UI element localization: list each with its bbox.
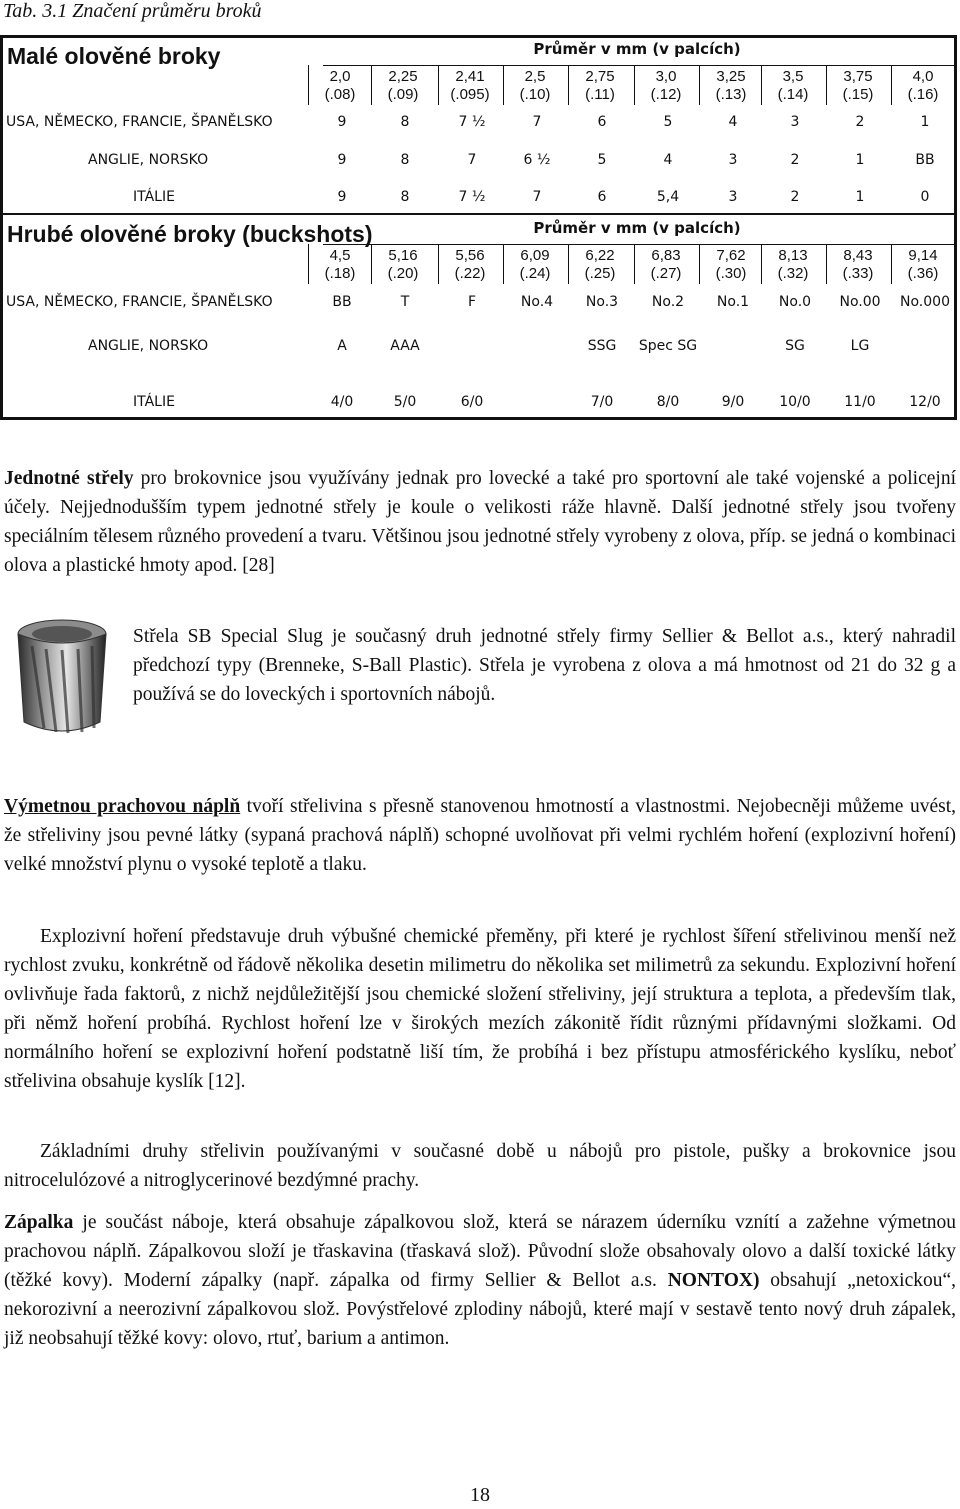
small-row-value: 7 — [532, 114, 542, 130]
small-shot-title: Malé olověné broky — [7, 43, 221, 69]
small-row-value: 8 — [400, 152, 410, 168]
paragraph-propellant-types: Základními druhy střelivin používanými v současné době u nábojů pro pistole, pušky a brokovnice jsou nitrocelulózové a nitroglycerinové bezdýmné prachy. — [4, 1141, 956, 1191]
buck-size-mm: 7,62 — [716, 247, 746, 264]
buck-size-in: (.18) — [324, 265, 356, 282]
small-row-value: 9 — [337, 152, 347, 168]
small-row-value: 9 — [337, 114, 347, 130]
slug-image — [12, 618, 112, 736]
buck-size-mm: 6,09 — [520, 247, 550, 264]
primer-text-a: je součást náboje, která obsahuje zápalkovou slož, která se nárazem úderníku vznítí a zažehne výmetnou prachovou náplň. Zápalkovou složí je třaskavina (třaskavá slož). Původní slože obsahovaly olovo a další toxické látky (těžké kovy). Moderní zápalky (např. zápalka od firmy Sellier & Bellot a.s. — [4, 1212, 956, 1291]
small-row-country: ITÁLIE — [133, 189, 175, 205]
small-row-value: 5 — [597, 152, 607, 168]
small-row-value: 8 — [400, 189, 410, 205]
small-size-divider — [308, 65, 309, 105]
small-size-divider — [371, 65, 372, 105]
small-row-value: 2 — [790, 152, 800, 168]
small-row-value: 7 — [467, 152, 477, 168]
buck-size-in: (.30) — [715, 265, 747, 282]
buck-row-value: No.0 — [778, 294, 812, 310]
buck-size-divider — [826, 244, 827, 284]
small-row-value: 3 — [790, 114, 800, 130]
buck-row-value: No.000 — [900, 294, 950, 310]
paragraph-explosive-burning: Explozivní hoření představuje druh výbušné chemické přeměny, při které je rychlost šíření střelivinou menší než rychlost zvuku, konkrétně od řádově několika desetin milimetru do několika set milimetrů za sekundu. Explozivní hoření ovlivňuje řada faktorů, z nichž nejdůležitější jsou chemické složení střeliviny, její struktura a teplota, a především tlak, při němž hoření probíhá. Rychlost hoření lze v širokých mezích zákonitě řídit různými přídavnými složkami. Od normálního hoření se explozivní hoření podstatně liší tím, že probíhá i bez přístupu atmosférického kyslíku, neboť střelivina obsahuje kyslík [12]. — [4, 926, 956, 1092]
small-row-value: 1 — [920, 114, 930, 130]
small-row-value: 7 ½ — [458, 189, 486, 205]
small-size-mm: 2,0 — [329, 68, 351, 85]
buck-row-value: 8/0 — [656, 394, 680, 410]
buck-row-value: 9/0 — [721, 394, 745, 410]
small-size-mm: 3,0 — [655, 68, 677, 85]
small-size-in: (.12) — [650, 86, 682, 103]
buck-row-value: 10/0 — [779, 394, 811, 410]
small-row-value: 4 — [663, 152, 673, 168]
small-size-mm: 2,75 — [585, 68, 615, 85]
small-size-mm: 2,25 — [388, 68, 418, 85]
buck-row-value: 12/0 — [909, 394, 941, 410]
small-row-value: 6 ½ — [523, 152, 551, 168]
buck-row-value: T — [400, 294, 410, 310]
buck-size-divider — [503, 244, 504, 284]
buck-row-value: 11/0 — [844, 394, 876, 410]
buck-size-mm: 9,14 — [908, 247, 938, 264]
small-row-value: 6 — [597, 189, 607, 205]
buck-size-mm: 8,43 — [843, 247, 873, 264]
paragraph-propellant — [4, 792, 956, 879]
shot-size-table — [0, 35, 957, 420]
buck-row-value: No.1 — [716, 294, 750, 310]
small-size-mm: 3,25 — [716, 68, 746, 85]
section-separator — [3, 213, 954, 215]
small-row-value: 1 — [855, 189, 865, 205]
slugs-text: pro brokovnice jsou využívány jednak pro lovecké a také pro sportovní ale také vojenské a policejní účely. Nejjednodušším typem jednotné střely je koule o velikosti ráže hlavně. Další jednotné střely jsou tvořeny speciálním tělesem různého provedení a tvaru. Většinou jsou jednotné střely vyrobeny z olova, příp. se jedná o kombinaci olova a plastické hmoty apod. [28] — [4, 468, 956, 576]
small-size-divider — [826, 65, 827, 105]
small-row-value: 8 — [400, 114, 410, 130]
buck-header-line — [323, 244, 957, 245]
small-size-divider — [891, 65, 892, 105]
buck-size-mm: 6,22 — [585, 247, 615, 264]
small-row-value: 5,4 — [656, 189, 680, 205]
buck-row-value: SSG — [587, 338, 617, 354]
page-number: 18 — [470, 1484, 490, 1506]
buck-row-value: F — [467, 294, 477, 310]
buck-row-value: No.3 — [585, 294, 619, 310]
buck-size-mm: 5,16 — [388, 247, 418, 264]
small-size-in: (.13) — [715, 86, 747, 103]
small-row-value: 7 ½ — [458, 114, 486, 130]
propellant-text: tvoří střelivina s přesně stanovenou hmotností a vlastnostmi. Nejobecněji můžeme uvést, že střeliviny jsou pevné látky (sypaná prachová náplň) schopné uvolňovat při velmi rychlém hoření (explozivní hoření) velké množství plynu o vysoké teplotě a tlaku. — [4, 796, 956, 875]
buck-row-country: ITÁLIE — [133, 394, 175, 410]
small-row-value: BB — [915, 152, 935, 168]
buck-diameter-header: Průměr v mm (v palcích) — [533, 219, 741, 237]
small-row-value: 2 — [790, 189, 800, 205]
small-size-divider — [503, 65, 504, 105]
primer-text-b: obsahují „netoxickou“, nekorozivní a neerozivní zápalkovou slož. Povýstřelové zplodiny nábojů, které mají v sestavě tento nový druh zápalek, již neobsahují těžké kovy: olovo, rtuť, barium a antimon. — [4, 1270, 956, 1349]
buck-row-value: SG — [785, 338, 805, 354]
small-size-in: (.08) — [324, 86, 356, 103]
buck-size-in: (.27) — [650, 265, 682, 282]
buck-size-divider — [438, 244, 439, 284]
buck-size-divider — [891, 244, 892, 284]
buck-size-in: (.32) — [777, 265, 809, 282]
small-size-divider — [699, 65, 700, 105]
buck-row-value: 7/0 — [590, 394, 614, 410]
buck-row-value: AAA — [390, 338, 420, 354]
buck-size-mm: 8,13 — [778, 247, 808, 264]
small-row-value: 5 — [663, 114, 673, 130]
buck-row-value: No.2 — [651, 294, 685, 310]
buckshot-title: Hrubé olověné broky (buckshots) — [7, 221, 373, 247]
buck-row-country: USA, NĚMECKO, FRANCIE, ŠPANĚLSKO — [6, 294, 273, 310]
small-row-value: 2 — [855, 114, 865, 130]
buck-size-in: (.24) — [519, 265, 551, 282]
buck-size-divider — [634, 244, 635, 284]
buck-size-in: (.20) — [387, 265, 419, 282]
small-row-value: 0 — [920, 189, 930, 205]
small-row-country: USA, NĚMECKO, FRANCIE, ŠPANĚLSKO — [6, 114, 273, 130]
paragraph-sb-slug: Střela SB Special Slug je současný druh jednotné střely firmy Sellier & Bellot a.s., který nahradil předchozí typy (Brenneke, S-Ball Plastic). Střela je vyrobena z olova a má hmotnost od 21 do 32 g a používá se do loveckých i sportovních nábojů. — [133, 626, 956, 705]
small-row-value: 3 — [728, 152, 738, 168]
paragraph-primer — [4, 1208, 956, 1353]
small-size-divider — [568, 65, 569, 105]
term-propellant: Výmetnou prachovou náplň — [4, 796, 241, 817]
small-size-in: (.11) — [585, 86, 615, 103]
small-row-country: ANGLIE, NORSKO — [88, 152, 209, 168]
small-size-in: (.14) — [777, 86, 809, 103]
buck-size-mm: 6,83 — [651, 247, 681, 264]
buck-size-in: (.33) — [842, 265, 874, 282]
small-size-in: (.16) — [907, 86, 939, 103]
small-size-mm: 3,75 — [843, 68, 873, 85]
small-row-value: 6 — [597, 114, 607, 130]
small-row-value: 4 — [728, 114, 738, 130]
small-diameter-header: Průměr v mm (v palcích) — [533, 40, 741, 58]
buck-size-in: (.36) — [907, 265, 939, 282]
buck-size-divider — [371, 244, 372, 284]
small-header-line — [323, 65, 957, 66]
buck-size-divider — [308, 244, 309, 284]
buck-size-in: (.25) — [584, 265, 616, 282]
small-size-in: (.095) — [450, 86, 490, 103]
buck-size-mm: 4,5 — [329, 247, 351, 264]
small-size-in: (.15) — [842, 86, 874, 103]
buck-row-value: A — [337, 338, 347, 354]
small-row-value: 3 — [728, 189, 738, 205]
buck-row-value: 5/0 — [393, 394, 417, 410]
buck-row-value: No.4 — [520, 294, 554, 310]
small-row-value: 9 — [337, 189, 347, 205]
buck-size-divider — [761, 244, 762, 284]
small-size-in: (.10) — [519, 86, 551, 103]
buck-row-value: LG — [850, 338, 870, 354]
buck-row-value: 4/0 — [330, 394, 354, 410]
paragraph-slugs — [4, 464, 956, 580]
buck-row-value: BB — [332, 294, 352, 310]
small-size-divider — [438, 65, 439, 105]
table-caption: Tab. 3.1 Značení průměru broků — [3, 0, 262, 22]
term-primer: Zápalka — [4, 1212, 74, 1233]
small-size-in: (.09) — [387, 86, 419, 103]
buck-size-mm: 5,56 — [455, 247, 485, 264]
small-size-mm: 4,0 — [912, 68, 934, 85]
buck-size-in: (.22) — [454, 265, 486, 282]
buck-size-divider — [568, 244, 569, 284]
small-size-divider — [761, 65, 762, 105]
small-size-mm: 3,5 — [782, 68, 804, 85]
buck-row-value: No.00 — [839, 294, 881, 310]
small-row-value: 1 — [855, 152, 865, 168]
buck-row-value: Spec SG — [638, 338, 698, 354]
buck-row-country: ANGLIE, NORSKO — [88, 338, 209, 354]
small-size-divider — [634, 65, 635, 105]
small-size-mm: 2,5 — [524, 68, 546, 85]
term-slugs: Jednotné střely — [4, 468, 134, 489]
buck-size-divider — [699, 244, 700, 284]
small-size-mm: 2,41 — [455, 68, 485, 85]
buck-row-value: 6/0 — [460, 394, 484, 410]
small-row-value: 7 — [532, 189, 542, 205]
term-nontox: NONTOX) — [667, 1270, 760, 1291]
